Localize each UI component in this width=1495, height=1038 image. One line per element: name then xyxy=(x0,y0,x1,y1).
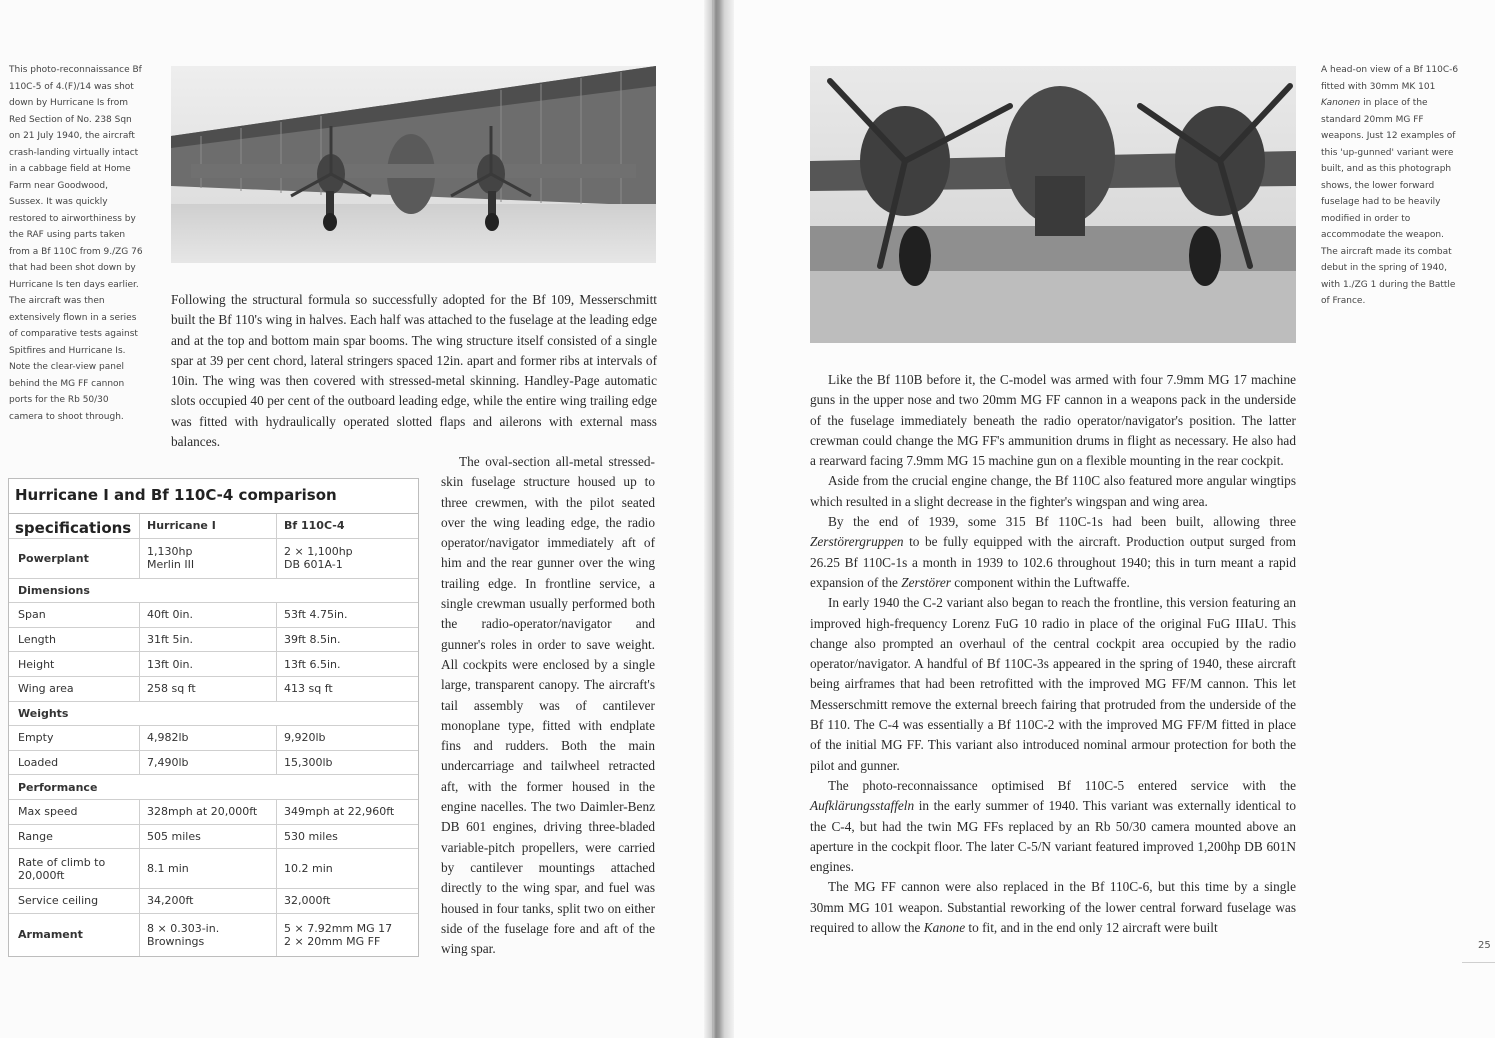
cell-line: 1,130hp xyxy=(147,545,193,559)
row-label: Range xyxy=(18,829,53,843)
cell-line: Rate of climb to xyxy=(18,855,106,869)
hurricane-value: 34,200ft xyxy=(139,889,276,913)
hurricane-value: 31ft 5in. xyxy=(139,628,276,652)
bf110-value: 13ft 6.5in. xyxy=(276,652,418,676)
text-span: The photo-reconnaissance optimised Bf 110C-5 entered service with the xyxy=(828,777,1296,793)
caption-text: in place of the standard 20mm MG FF weapons. Just 12 examples of this 'up-gunned' variant were built, and as this photograph shows, the lower forward fuselage had to be heavily modified in order to accommodate the weapon. The aircraft made its combat debut in the spring of 1940, with 1./ZG 1 during the Battle of France. xyxy=(1321,98,1456,306)
italic-term: Kanone xyxy=(923,920,966,936)
fuselage-paragraph xyxy=(441,452,655,959)
paragraph xyxy=(810,776,1296,877)
head-on-aircraft-photo xyxy=(810,66,1296,343)
bf110-value: 9,920lb xyxy=(276,726,418,750)
row-label: Armament xyxy=(18,928,83,942)
row-label: Loaded xyxy=(18,756,59,770)
paragraph: Aside from the crucial engine change, the Bf 110C also featured more angular wingtips which resulted in a slight decrease in the fighter's wingspan and wing area. xyxy=(810,473,1296,509)
row-label: Length xyxy=(18,633,56,647)
wing-structure-paragraph xyxy=(171,290,657,452)
bf110-value: 53ft 4.75in. xyxy=(276,603,418,627)
row-label: Max speed xyxy=(18,805,78,819)
paragraph: Like the Bf 110B before it, the C-model was armed with four 7.9mm MG 17 machine guns in the upper nose and two 20mm MG FF cannon in a weapons pack in the underside of the fuselage immediately beneath the radio operator/navigator's position. The latter crewman could change the MG FF's ammunition drums in flight as necessary. He also had a rearward facing 7.9mm MG 15 machine gun on a flexible mounting in the rear cockpit. xyxy=(810,372,1296,469)
table-row xyxy=(9,603,418,628)
row-label: Service ceiling xyxy=(18,894,99,908)
paragraph: In early 1940 the C-2 variant also began to reach the frontline, this version featuring an improved high-frequency Lorenz FuG 10 radio in place of the original FuG IIIaU. This change also prompted an overhaul of the central cockpit area occupied by the radio operator/navigator. A handful of Bf 110C-3s appeared in the spring of 1940, these aircraft being airframes that had been retrofitted with the improved MG FF/M cannon. This let Messerschmitt remove the external breech fairing that protruded from the underside of the Bf 110. The C-4 was essentially a Bf 110C-2 with the improved MG FF/M fitted in place of the initial MG FF. This variant also introduced nominal armour protection for both the pilot and gunner. xyxy=(810,595,1296,773)
table-row xyxy=(9,628,418,653)
bf110-value xyxy=(276,914,418,956)
hurricane-value xyxy=(139,539,276,578)
cell-line: Merlin III xyxy=(147,558,195,572)
page-number: 25 xyxy=(1478,940,1491,951)
hurricane-value: 13ft 0in. xyxy=(139,652,276,676)
table-row xyxy=(9,751,418,776)
left-photo-caption: This photo-reconnaissance Bf 110C-5 of 4.(F)/14 was shot down by Hurricane Is from Red Section of No. 238 Sqn on 21 July 1940, the aircraft crash-landing virtually intact in a cabbage field at Home Farm near Goodwood, Sussex. It was quickly restored to airworthiness by the RAF using parts taken from a Bf 110C from 9./ZG 76 that had been shot down by Hurricane Is ten days earlier. The aircraft was then extensively flown in a series of comparative tests against Spitfires and Hurricane Is. Note the clear-view panel behind the MG FF cannon ports for the Rb 50/30 camera to shoot through. xyxy=(9,65,143,422)
book-gutter xyxy=(704,0,734,1038)
text-span: The MG FF cannon were also replaced in the Bf 110C-6, but this time by a single 30mm MG 101 weapon. Substantial reworking of the lower central forward fuselage was required to allow the xyxy=(810,879,1296,936)
section-label: Dimensions xyxy=(18,583,90,597)
table-row xyxy=(9,677,418,702)
bf110-value: 32,000ft xyxy=(276,889,418,913)
row-label: Powerplant xyxy=(18,551,89,565)
section-label: Performance xyxy=(18,780,98,794)
table-header-hurricane: Hurricane I xyxy=(139,514,276,538)
table-row xyxy=(9,726,418,751)
text-span: to be fully equipped with the aircraft. Production output surged from 26.25 Bf 110C-1s a month in 1939 to 102.6 throughout 1940; this in turn meant a rapid expansion of the xyxy=(810,534,1296,590)
paragraph xyxy=(810,877,1296,938)
text-span: in the early summer of 1940. This variant was externally identical to the C-4, but had the twin MG FFs replaced by an Rb 50/30 camera mounted above an aperture in the cockpit floor. The later C-5/N variant featured improved 1,200hp DB 601N engines. xyxy=(810,798,1296,875)
cell-line: 2 × 1,100hp xyxy=(284,545,353,559)
table-section-row xyxy=(9,579,418,604)
bf110-value xyxy=(276,539,418,578)
row-label: Span xyxy=(18,608,46,622)
text-span: By the end of 1939, some 315 Bf 110C-1s had been built, allowing three xyxy=(828,514,1296,530)
page-number-rule xyxy=(1462,962,1495,963)
hurricane-value: 8 × 0.303-in. Brownings xyxy=(139,914,276,956)
bf110-value: 413 sq ft xyxy=(276,677,418,701)
bf110-value: 39ft 8.5in. xyxy=(276,628,418,652)
cell-line: 20,000ft xyxy=(18,868,65,882)
c-model-text-column xyxy=(810,370,1296,938)
hurricane-value: 258 sq ft xyxy=(139,677,276,701)
section-label: Weights xyxy=(18,706,69,720)
hurricane-value: 8.1 min xyxy=(139,849,276,888)
italic-term: Aufklärungsstaffeln xyxy=(810,798,915,814)
table-header-bf110: Bf 110C-4 xyxy=(276,514,418,538)
table-title: Hurricane I and Bf 110C-4 comparison specifications xyxy=(9,479,418,514)
bf110-value: 349mph at 22,960ft xyxy=(276,800,418,824)
caption-italic: Kanonen xyxy=(1321,98,1361,108)
hurricane-value: 4,982lb xyxy=(139,726,276,750)
table-row xyxy=(9,849,418,889)
table-row xyxy=(9,914,418,956)
row-label: Empty xyxy=(18,731,54,745)
hangar-aircraft-photo xyxy=(171,66,656,263)
wing-structure-text: Following the structural formula so successfully adopted for the Bf 109, Messerschmitt built the Bf 110's wing in halves. Each half was attached to the fuselage at the leading edge and at the top and bottom main spar booms. The wing structure itself consisted of a single spar at 39 per cent chord, lateral stringers spaced 12in. apart and former ribs at intervals of 10in. The wing was then covered with stressed-metal skinning. Handley-Page automatic slots occupied 40 per cent of the outboard leading edge, while the entire wing trailing edge was fitted with hydraulically operated slotted flaps and ailerons with external mass balances. xyxy=(171,292,657,450)
hurricane-value: 328mph at 20,000ft xyxy=(139,800,276,824)
hurricane-value: 40ft 0in. xyxy=(139,603,276,627)
table-row xyxy=(9,825,418,850)
text-span: component within the Luftwaffe. xyxy=(950,574,1130,590)
hurricane-value: 505 miles xyxy=(139,825,276,849)
bf110-value: 530 miles xyxy=(276,825,418,849)
table-row xyxy=(9,889,418,914)
italic-term: Zerstörer xyxy=(901,574,951,590)
bf110-value: 10.2 min xyxy=(276,849,418,888)
cell-line: 2 × 20mm MG FF xyxy=(284,934,381,948)
bf110-value: 15,300lb xyxy=(276,751,418,775)
right-photo-caption xyxy=(1321,62,1461,310)
cell-line: 5 × 7.92mm MG 17 xyxy=(284,921,393,935)
cell-line: DB 601A-1 xyxy=(284,558,343,572)
row-label: Height xyxy=(18,657,55,671)
italic-term: Zerstörergruppen xyxy=(810,534,904,550)
table-row xyxy=(9,800,418,825)
fuselage-text: The oval-section all-metal stressed-skin fuselage structure housed up to three crewmen, with the pilot seated over the wing leading edge, the radio operator/navigator immediately aft of him and the rear gunner over the wing trailing edge. In frontline service, a single crewman usually performed both the radio-operator/navigator and gunner's roles in order to save weight. All cockpits were enclosed by a single large, transparent canopy. The aircraft's tail assembly was of cantilever monoplane type, fitted with endplate fins and rudders. Both the main undercarriage and tailwheel retracted aft, with the former housed in the engine nacelles. The two Daimler-Benz DB 601 engines, driving three-bladed variable-pitch propellers, were carried by cantilever mountings attached directly to the wing spar, and fuel was housed in four tanks, split two on either side of the fuselage fore and aft of the wing spar. xyxy=(441,454,655,957)
table-row xyxy=(9,652,418,677)
caption-text: A head-on view of a Bf 110C-6 fitted with 30mm MK 101 xyxy=(1321,65,1459,92)
table-section-row xyxy=(9,775,418,800)
comparison-spec-table xyxy=(8,478,419,957)
hurricane-value: 7,490lb xyxy=(139,751,276,775)
table-section-row xyxy=(9,702,418,727)
text-span: to fit, and in the end only 12 aircraft were built xyxy=(965,920,1218,936)
row-label: Wing area xyxy=(18,682,74,696)
row-label xyxy=(9,856,139,882)
gutter-line xyxy=(712,0,714,1038)
paragraph xyxy=(810,512,1296,593)
